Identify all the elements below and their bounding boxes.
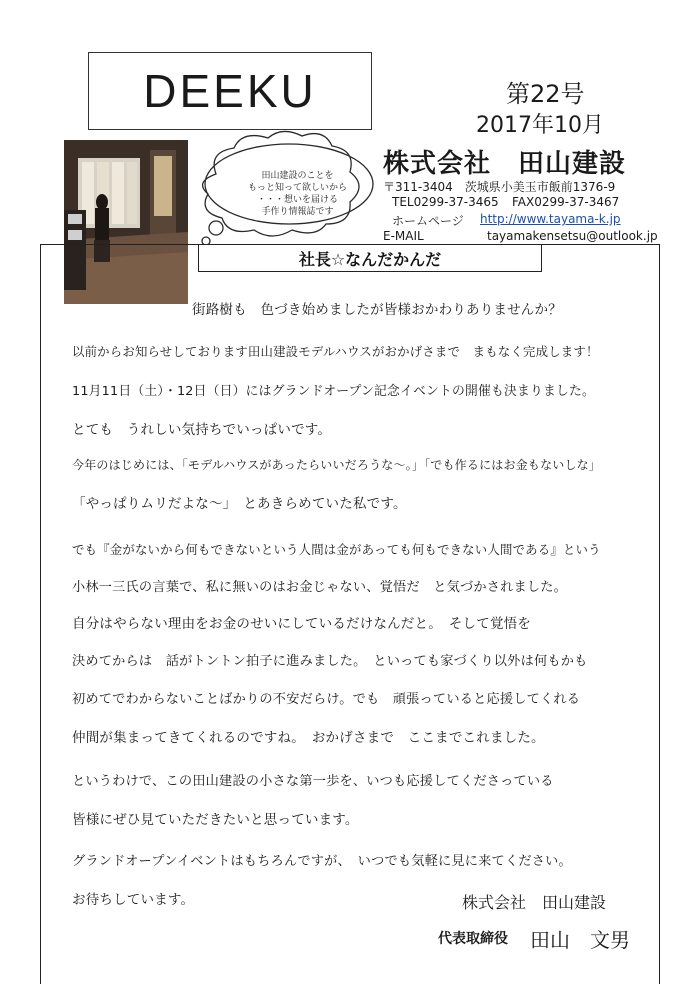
letter-line-8: 小林一三氏の言葉で、私に無いのはお金じゃない、覚悟だ と気づかされました。 xyxy=(72,580,568,595)
letter-line-14: 皆様にぜひ見ていただきたいと思っています。 xyxy=(72,812,359,828)
company-tel: TEL0299-37-3465 xyxy=(392,195,499,209)
letter-line-12: 仲間が集まってきてくれるのですね。 おかげさまで ここまでこれました。 xyxy=(72,730,545,746)
letter-line-1: 街路樹も 色づき始めましたが皆様おかわりありませんか？ xyxy=(192,302,562,318)
letter-line-7: でも『金がないから何もできないという人間は金があっても何もできない人間である』という xyxy=(72,542,601,557)
letter-line-15: グランドオープンイベントはもちろんですが、 いつでも気軽に見に来てください。 xyxy=(72,854,572,869)
letter-line-2: 以前からお知らせしております田山建設モデルハウスがおかげさまで まもなく完成します！ xyxy=(72,344,599,359)
signature-company: 株式会社 田山建設 xyxy=(462,893,607,912)
email-label: E-MAIL xyxy=(383,229,424,243)
signature-name: 田山 文男 xyxy=(530,928,630,952)
cloud-message xyxy=(230,170,365,218)
newsletter-title-box xyxy=(88,52,372,130)
homepage-label: ホームページ xyxy=(392,214,464,228)
letter-line-13: というわけで、この田山建設の小さな第一歩を、いつも応援してくださっている xyxy=(72,774,554,789)
letter-line-5: 今年のはじめには、「モデルハウスがあったらいいだろうな～。」「でも作るにはお金もないしな」 xyxy=(72,458,602,472)
letter-line-16: お待ちしています。 xyxy=(72,892,195,908)
letter-line-10: 決めてからは 話がトントン拍子に進みました。 といっても家づくり以外は何もかも xyxy=(72,654,588,669)
letter-line-4: とても うれしい気持ちでいっぱいです。 xyxy=(72,422,332,438)
letter-line-9: 自分はやらない理由をお金のせいにしているだけなんだと。 そして覚悟を xyxy=(72,616,532,632)
section-heading-box xyxy=(198,244,542,272)
letter-line-6: 「やっぱりムリだよな～」 とあきらめていた私です。 xyxy=(72,496,407,512)
homepage-link[interactable]: http://www.tayama-k.jp xyxy=(480,212,621,226)
email-address[interactable]: tayamakensetsu@outlook.jp xyxy=(487,229,658,243)
cloud-line-2: もっと知って欲しいから xyxy=(247,183,347,193)
cloud-line-1: 田山建設のことを xyxy=(261,171,334,181)
letter-line-3: 11月11日（土）・12日（日）にはグランドオープン記念イベントの開催も決まりました。 xyxy=(72,384,595,399)
company-address: 〒311-3404 茨城県小美玉市飯前1376-9 xyxy=(383,180,616,194)
company-fax: FAX0299-37-3467 xyxy=(512,195,620,209)
cloud-line-4: 手作り情報誌です xyxy=(261,207,334,217)
signature-title: 代表取締役 xyxy=(438,931,508,947)
issue-date: 2017年10月 xyxy=(476,113,604,138)
company-name: 株式会社 田山建設 xyxy=(383,149,627,179)
section-heading: 社長☆なんだかんだ xyxy=(298,249,442,269)
newsletter-title: DEEKU xyxy=(143,65,317,117)
cloud-line-3: ・・・想いを届ける xyxy=(256,195,338,205)
letter-line-11: 初めてでわからないことばかりの不安だらけ。でも 頑張っていると応援してくれる xyxy=(72,692,581,707)
issue-number: 第22号 xyxy=(506,80,585,108)
